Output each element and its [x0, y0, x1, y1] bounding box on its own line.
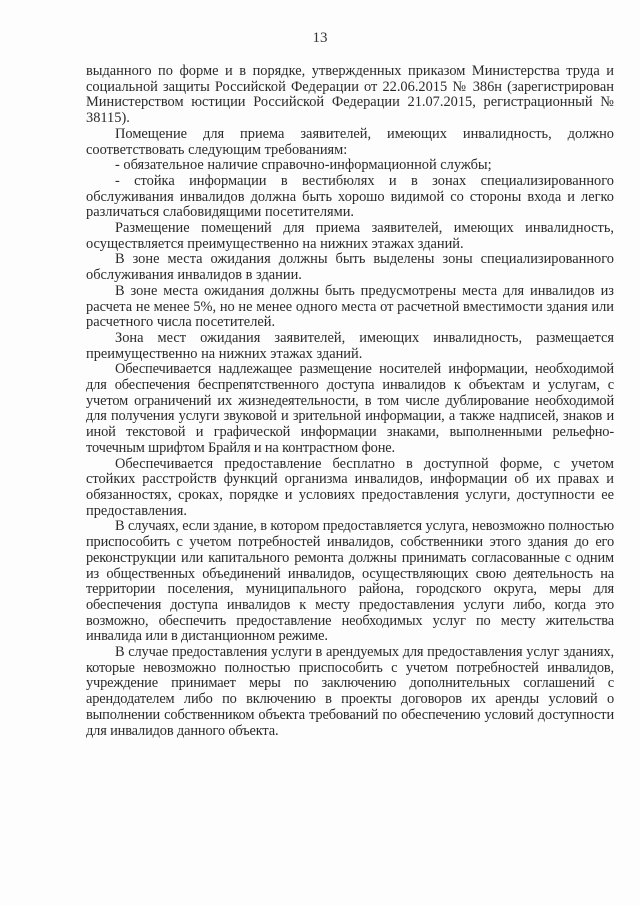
paragraph-free-information: Обеспечивается предоставление бесплатно в доступной форме, с учетом стойких расстройств функций организма инвалидов, информации об их правах и обязанностях, сроках, порядке и условиях предоставления услуги, доступности ее предоставления.	[86, 455, 614, 519]
document-body	[86, 64, 614, 739]
paragraph-premises-placement: Размещение помещений для приема заявителей, имеющих инвалидность, осуществляется преимущественно на нижних этажах зданий.	[86, 220, 614, 252]
paragraph-rented-premises: В случае предоставления услуги в арендуемых для предоставления услуг зданиях, которые невозможно полностью приспособить с учетом потребностей инвалидов, учреждение принимает меры по заключению дополнительных соглашений с арендодателем либо по включению в проекты договоров их аренды условий о выполнении собственником объекта требований по обеспечению условий доступности для инвалидов данного объекта.	[86, 644, 614, 739]
paragraph-order-reference: выданного по форме и в порядке, утвержденных приказом Министерства труда и социальной защиты Российской Федерации от 22.06.2015 № 386н (зарегистрирован Министерством юстиции Российской Федерации 21.07.2015, регистрационный № 38115).	[86, 63, 614, 127]
page-number: 13	[312, 30, 328, 46]
paragraph-building-adaptation: В случаях, если здание, в котором предоставляется услуга, невозможно полностью приспособить с учетом потребностей инвалидов, собственники этого здания до его реконструкции или капитального ремонта должны принимать согласованные с одним из общественных объединений инвалидов, осуществляющих свою деятельность на территории поселения, муниципального района, городского округа, меры для обеспечения доступа инвалидов к месту предоставления услуги либо, когда это возможно, обеспечить предоставление необходимых услуг по месту жительства инвалида или в дистанционном режиме.	[86, 518, 614, 645]
paragraph-waiting-floor: Зона мест ожидания заявителей, имеющих инвалидность, размещается преимущественно на нижних этажах зданий.	[86, 329, 614, 362]
paragraph-premises-requirements: Помещение для приема заявителей, имеющих инвалидность, должно соответствовать следующим требованиям:	[86, 125, 614, 158]
paragraph-waiting-seats: В зоне места ожидания должны быть предусмотрены места для инвалидов из расчета не менее 5%, но не менее одного места от расчетной вместимости здания или расчетного числа посетителей.	[86, 282, 614, 331]
paragraph-info-desk: - стойка информации в вестибюлях и в зонах специализированного обслуживания инвалидов должна быть хорошо видимой со стороны входа и легко различаться слабовидящими посетителями.	[86, 172, 614, 221]
paragraph-information-carriers: Обеспечивается надлежащее размещение носителей информации, необходимой для обеспечения беспрепятственного доступа инвалидов к объектам и услугам, с учетом ограничений их жизнедеятельности, в том числе дублирование необходимой для получения услуги звуковой и зрительной информации, а также надписей, знаков и иной текстовой и графической информации знаками, выполненными рельефно-точечным шрифтом Брайля и на контрастном фоне.	[86, 361, 614, 456]
paragraph-waiting-zones: В зоне места ожидания должны быть выделены зоны специализированного обслуживания инвалидов в здании.	[86, 251, 614, 284]
paragraph-info-service: - обязательное наличие справочно-информационной службы;	[115, 157, 492, 174]
